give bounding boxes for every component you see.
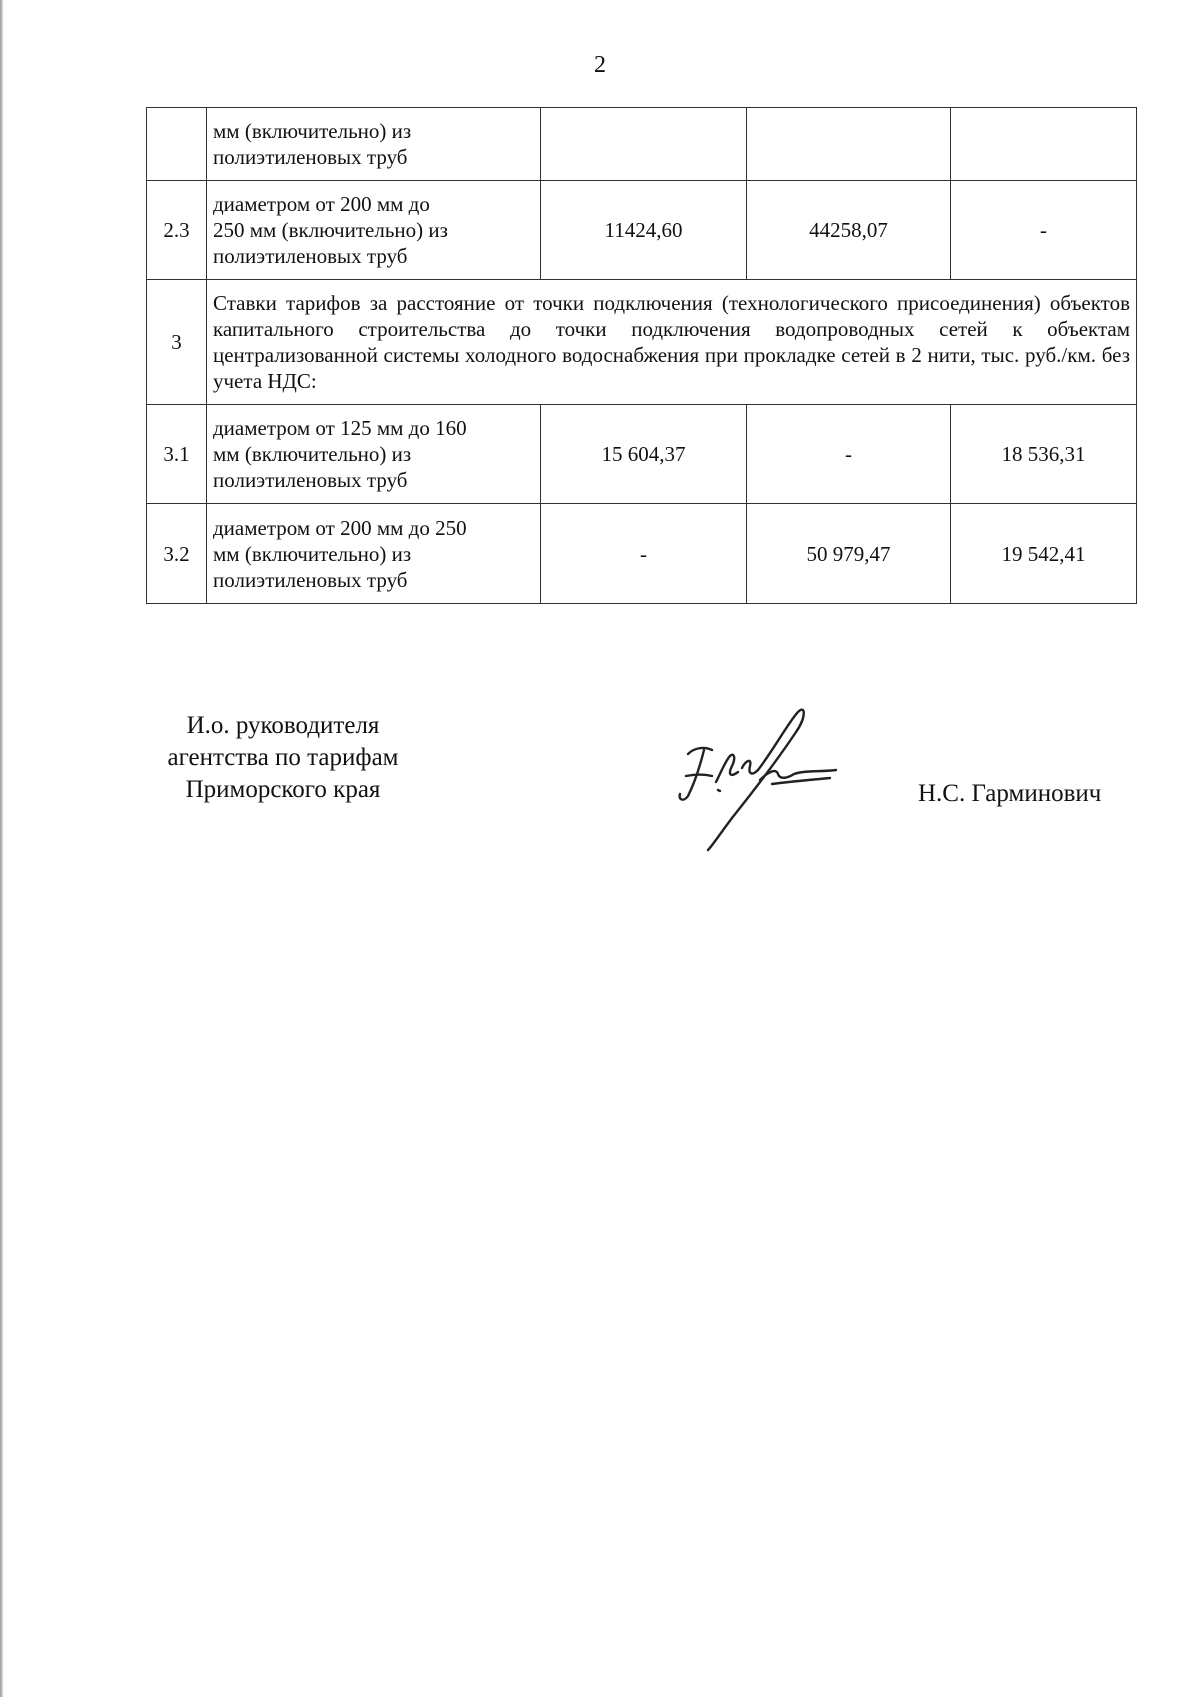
row-description xyxy=(207,504,541,604)
description-line: мм (включительно) из xyxy=(213,442,412,466)
value-cell: 44258,07 xyxy=(747,181,951,280)
signer-title-line: И.о. руководителя xyxy=(186,712,380,739)
description-line: полиэтиленовых труб xyxy=(213,244,408,268)
tariff-table xyxy=(146,107,1137,604)
description-line: диаметром от 125 мм до 160 xyxy=(213,416,467,440)
description-line: полиэтиленовых труб xyxy=(213,567,408,592)
value-cell xyxy=(747,108,951,181)
table-row xyxy=(147,405,1137,504)
description-line: мм (включительно) из xyxy=(213,119,412,143)
table-row xyxy=(147,108,1137,181)
description-line: диаметром от 200 мм до 250 xyxy=(213,515,467,540)
description-line: мм (включительно) из xyxy=(213,541,412,566)
page-number: 2 xyxy=(594,52,606,78)
handwritten-signature xyxy=(660,700,860,860)
row-description xyxy=(207,181,541,280)
signer-title-line: агентства по тарифам xyxy=(167,744,399,771)
table-row xyxy=(147,504,1137,604)
value-cell: 15 604,37 xyxy=(541,405,747,504)
description-line: диаметром от 200 мм до xyxy=(213,192,430,216)
row-number: 2.3 xyxy=(147,181,207,280)
page-edge xyxy=(0,0,3,1697)
row-number: 3 xyxy=(147,280,207,405)
table-row xyxy=(147,181,1137,280)
row-description xyxy=(207,405,541,504)
signer-name: Н.С. Гарминович xyxy=(918,780,1102,807)
description-line: полиэтиленовых труб xyxy=(213,468,408,492)
row-description xyxy=(207,108,541,181)
row-number xyxy=(147,108,207,181)
section-description: Ставки тарифов за расстояние от точки подключения (технологического присоединения) объектов капитального строительства до точки подключения водопроводных сетей к объектам централизованной системы холодного водоснабжения при прокладке сетей в 2 нити, тыс. руб./км. без учета НДС: xyxy=(207,280,1137,405)
signer-title-line: Приморского края xyxy=(185,776,381,803)
value-cell: - xyxy=(541,504,747,604)
value-cell: 19 542,41 xyxy=(951,504,1137,604)
description-line: полиэтиленовых труб xyxy=(213,145,408,169)
value-cell xyxy=(541,108,747,181)
value-cell: - xyxy=(747,405,951,504)
value-cell xyxy=(951,108,1137,181)
row-number: 3.2 xyxy=(147,504,207,604)
table-section-row xyxy=(147,280,1137,405)
value-cell: 18 536,31 xyxy=(951,405,1137,504)
description-line: 250 мм (включительно) из xyxy=(213,218,448,242)
value-cell: 11424,60 xyxy=(541,181,747,280)
value-cell: - xyxy=(951,181,1137,280)
row-number: 3.1 xyxy=(147,405,207,504)
signer-title xyxy=(138,710,428,806)
value-cell: 50 979,47 xyxy=(747,504,951,604)
